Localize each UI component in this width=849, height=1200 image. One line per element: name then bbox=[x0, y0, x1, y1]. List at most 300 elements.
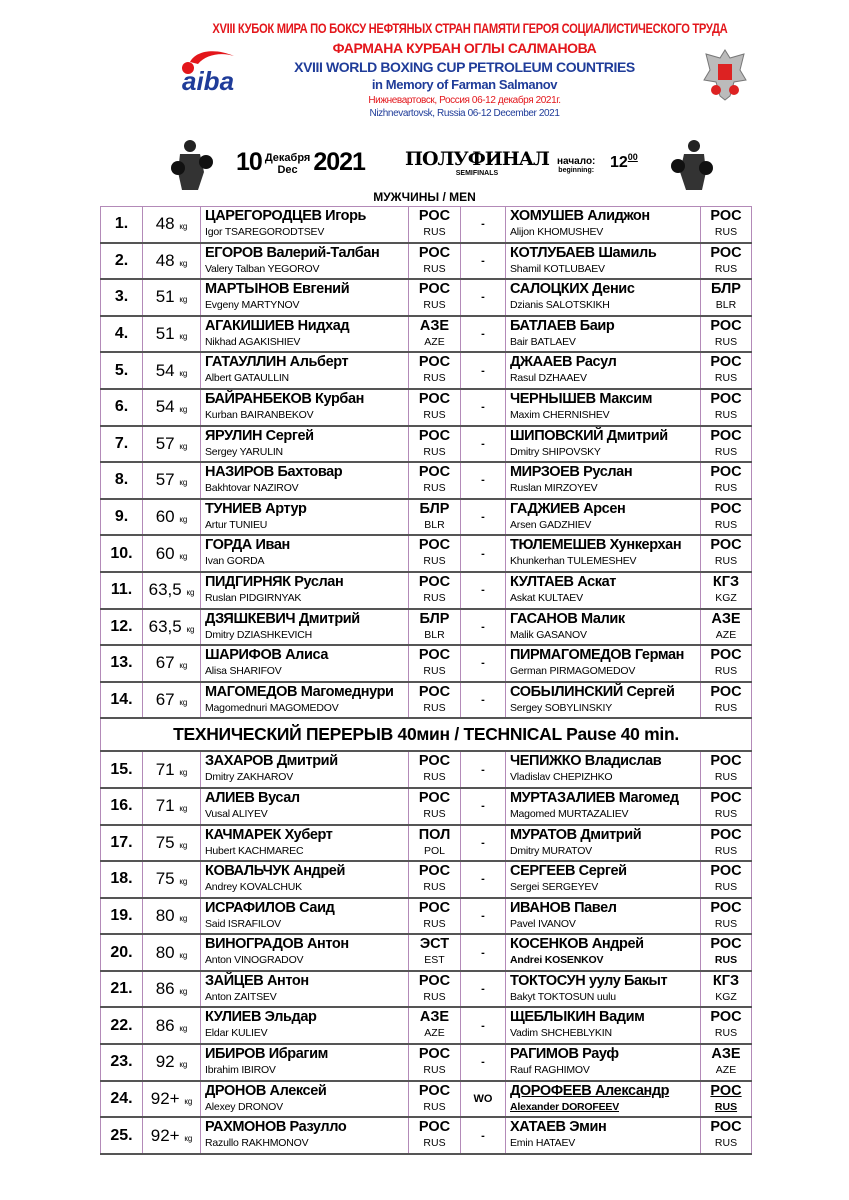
bout-result: - bbox=[461, 861, 506, 898]
red-country bbox=[409, 462, 461, 499]
red-country bbox=[409, 389, 461, 426]
bout-number: 9. bbox=[101, 499, 143, 536]
blue-name-ru: ТЮЛЕМЕШЕВ Хункерхан bbox=[510, 537, 682, 554]
red-country-ru: РОС bbox=[418, 1119, 451, 1136]
bout-result: - bbox=[461, 1007, 506, 1044]
bout-result: - bbox=[461, 971, 506, 1008]
blue-name-ru: ЩЕБЛЫКИН Вадим bbox=[510, 1009, 645, 1026]
red-name-ru: ЗАХАРОВ Дмитрий bbox=[205, 753, 338, 770]
blue-country-en: RUS bbox=[714, 555, 738, 568]
blue-corner-boxer bbox=[506, 1007, 701, 1044]
red-name-ru: ВИНОГРАДОВ Антон bbox=[205, 936, 349, 953]
red-country-en: BLR bbox=[424, 518, 445, 531]
red-name-en: Ivan GORDA bbox=[205, 555, 265, 568]
bout-number: 14. bbox=[101, 682, 143, 719]
bout-result: WO bbox=[461, 1081, 506, 1118]
blue-country-ru: АЗЕ bbox=[711, 610, 741, 627]
blue-name-en: Vadim SHCHEBLYKIN bbox=[510, 1027, 612, 1040]
weight-class bbox=[143, 934, 201, 971]
red-name-en: Dmitry ZAKHAROV bbox=[205, 771, 294, 784]
bout-result: - bbox=[461, 682, 506, 719]
weight-unit: кg bbox=[179, 295, 188, 305]
blue-name-en: Emin HATAEV bbox=[510, 1137, 576, 1150]
bout-row bbox=[101, 1081, 752, 1118]
red-name-en: Anton VINOGRADOV bbox=[205, 954, 304, 967]
red-country-ru: РОС bbox=[418, 647, 451, 664]
blue-country bbox=[701, 243, 752, 280]
bout-result: - bbox=[461, 535, 506, 572]
blue-corner-boxer bbox=[506, 352, 701, 389]
blue-country bbox=[701, 499, 752, 536]
red-country-ru: РОС bbox=[418, 683, 451, 700]
blue-name-ru: ДЖААЕВ Расул bbox=[510, 354, 617, 371]
blue-country bbox=[701, 682, 752, 719]
red-country-ru: РОС bbox=[418, 390, 451, 407]
weight-class bbox=[143, 535, 201, 572]
red-country-ru: РОС bbox=[418, 573, 451, 590]
blue-corner-boxer bbox=[506, 535, 701, 572]
red-country-en: AZE bbox=[424, 1027, 445, 1040]
technical-break-row bbox=[101, 718, 752, 751]
weight-unit: кg bbox=[179, 987, 188, 997]
red-country-en: BLR bbox=[424, 628, 445, 641]
red-country bbox=[409, 1007, 461, 1044]
weight-unit: кg bbox=[184, 1096, 193, 1106]
blue-country bbox=[701, 389, 752, 426]
weight-unit: кg bbox=[179, 332, 188, 342]
red-country bbox=[409, 971, 461, 1008]
blue-name-en: Sergei SERGEYEV bbox=[510, 881, 599, 894]
blue-name-en: Dmitry MURATOV bbox=[510, 844, 592, 857]
blue-country-ru: РОС bbox=[710, 427, 742, 444]
weight-value: 71 bbox=[155, 759, 175, 779]
red-corner-boxer bbox=[201, 1081, 409, 1118]
bout-number: 12. bbox=[101, 609, 143, 646]
blue-corner-boxer bbox=[506, 1044, 701, 1081]
weight-value: 75 bbox=[155, 832, 175, 852]
blue-country-ru: РОС bbox=[710, 317, 742, 334]
weight-value: 71 bbox=[155, 796, 175, 816]
bout-result: - bbox=[461, 1117, 506, 1154]
weight-unit: кg bbox=[179, 661, 188, 671]
bout-number: 22. bbox=[101, 1007, 143, 1044]
blue-country bbox=[701, 1044, 752, 1081]
red-country-en: RUS bbox=[423, 990, 446, 1003]
red-country-en: RUS bbox=[423, 262, 446, 275]
red-corner-boxer bbox=[201, 971, 409, 1008]
start-time bbox=[610, 152, 638, 172]
red-country bbox=[409, 1044, 461, 1081]
bout-number: 18. bbox=[101, 861, 143, 898]
red-name-ru: ДЗЯШКЕВИЧ Дмитрий bbox=[205, 610, 360, 627]
red-country-en: RUS bbox=[423, 1137, 446, 1150]
red-corner-boxer bbox=[201, 645, 409, 682]
bout-row bbox=[101, 1007, 752, 1044]
red-name-ru: АГАКИШИЕВ Нидхад bbox=[205, 317, 350, 334]
weight-class bbox=[143, 316, 201, 353]
blue-country bbox=[701, 971, 752, 1008]
red-country bbox=[409, 861, 461, 898]
red-corner-boxer bbox=[201, 1044, 409, 1081]
red-country-ru: РОС bbox=[418, 464, 451, 481]
blue-country-en: RUS bbox=[714, 954, 738, 967]
blue-name-en: Shamil KOTLUBAEV bbox=[510, 262, 605, 275]
date-month-ru: Декабря bbox=[264, 152, 311, 164]
time-minutes: 00 bbox=[627, 152, 638, 162]
red-name-ru: РАХМОНОВ Разулло bbox=[205, 1119, 347, 1136]
blue-name-en: Dmitry SHIPOVSKY bbox=[510, 445, 601, 458]
red-country-ru: РОС bbox=[418, 208, 451, 224]
weight-value: 86 bbox=[155, 979, 175, 999]
weight-class bbox=[143, 825, 201, 862]
aiba-logo bbox=[176, 48, 256, 94]
blue-corner-boxer bbox=[506, 572, 701, 609]
blue-country-ru: РОС bbox=[710, 208, 742, 224]
weight-class bbox=[143, 645, 201, 682]
blue-name-en: Rasul DZHAAEV bbox=[510, 372, 587, 385]
red-country bbox=[409, 243, 461, 280]
red-country-en: RUS bbox=[423, 771, 446, 784]
bout-number: 6. bbox=[101, 389, 143, 426]
red-name-en: Magomednuri MAGOMEDOV bbox=[205, 701, 339, 714]
red-country-en: RUS bbox=[423, 665, 446, 678]
blue-country bbox=[701, 934, 752, 971]
title-ru-line1: XVIII КУБОК МИРА ПО БОКСУ НЕФТЯНЫХ СТРАН ПАМЯТИ ГЕРОЯ СОЦИАЛИСТИЧЕСКОГО ТРУДА bbox=[211, 20, 728, 36]
blue-name-ru: ГАДЖИЕВ Арсен bbox=[510, 500, 626, 517]
bout-number: 11. bbox=[101, 572, 143, 609]
blue-corner-boxer bbox=[506, 389, 701, 426]
blue-country-ru: АЗЕ bbox=[711, 1046, 741, 1063]
blue-corner-boxer bbox=[506, 279, 701, 316]
red-name-en: Andrey KOVALCHUK bbox=[205, 881, 302, 894]
bout-result: - bbox=[461, 645, 506, 682]
weight-value: 80 bbox=[155, 905, 175, 925]
weight-unit: кg bbox=[179, 767, 188, 777]
red-name-en: Anton ZAITSEV bbox=[205, 990, 277, 1003]
bout-row bbox=[101, 971, 752, 1008]
red-corner-boxer bbox=[201, 389, 409, 426]
bout-row bbox=[101, 499, 752, 536]
blue-corner-boxer bbox=[506, 609, 701, 646]
blue-name-ru: ЧЕПИЖКО Владислав bbox=[510, 753, 662, 770]
red-corner-boxer bbox=[201, 609, 409, 646]
blue-country-en: RUS bbox=[714, 482, 738, 495]
weight-value: 57 bbox=[155, 433, 175, 453]
blue-corner-boxer bbox=[506, 645, 701, 682]
weight-class bbox=[143, 898, 201, 935]
weight-class bbox=[143, 462, 201, 499]
blue-name-ru: ХОМУШЕВ Алиджон bbox=[510, 208, 650, 224]
weight-unit: кg bbox=[179, 840, 188, 850]
red-country-ru: РОС bbox=[418, 354, 451, 371]
blue-country-en: RUS bbox=[714, 917, 738, 930]
red-name-en: Razullo RAKHMONOV bbox=[205, 1137, 309, 1150]
red-country-ru: РОС bbox=[418, 427, 451, 444]
weight-unit: кg bbox=[179, 1023, 188, 1033]
bout-result: - bbox=[461, 389, 506, 426]
blue-name-en: Malik GASANOV bbox=[510, 628, 587, 641]
bout-result: - bbox=[461, 426, 506, 463]
boxer-right-icon bbox=[668, 138, 716, 192]
weight-class bbox=[143, 1007, 201, 1044]
title-en-line2: in Memory of Farman Salmanov bbox=[371, 77, 558, 92]
red-name-en: Bakhtovar NAZIROV bbox=[205, 482, 299, 495]
blue-name-ru: ШИПОВСКИЙ Дмитрий bbox=[510, 427, 668, 444]
red-name-ru: АЛИЕВ Вусал bbox=[205, 789, 300, 806]
blue-corner-boxer bbox=[506, 898, 701, 935]
blue-country-ru: РОС bbox=[710, 936, 742, 953]
blue-country bbox=[701, 645, 752, 682]
blue-country bbox=[701, 352, 752, 389]
session-date bbox=[236, 148, 365, 176]
red-corner-boxer bbox=[201, 682, 409, 719]
weight-class bbox=[143, 861, 201, 898]
red-country-en: RUS bbox=[423, 299, 446, 312]
red-name-en: Ibrahim IBIROV bbox=[205, 1064, 276, 1077]
red-country-ru: РОС bbox=[418, 863, 451, 880]
blue-name-en: Maxim CHERNISHEV bbox=[510, 408, 610, 421]
blue-name-ru: ГАСАНОВ Малик bbox=[510, 610, 625, 627]
blue-country bbox=[701, 825, 752, 862]
blue-country-en: RUS bbox=[714, 226, 738, 238]
blue-country bbox=[701, 1007, 752, 1044]
red-name-ru: ДРОНОВ Алексей bbox=[205, 1082, 327, 1099]
red-country-ru: РОС bbox=[418, 1046, 451, 1063]
red-country bbox=[409, 682, 461, 719]
red-country-ru: БЛР bbox=[419, 500, 450, 517]
weight-unit: кg bbox=[179, 405, 188, 415]
red-country bbox=[409, 352, 461, 389]
red-country-en: POL bbox=[423, 844, 445, 857]
weight-value: 60 bbox=[155, 507, 175, 527]
blue-country bbox=[701, 861, 752, 898]
blue-name-ru: СЕРГЕЕВ Сергей bbox=[510, 863, 627, 880]
blue-corner-boxer bbox=[506, 243, 701, 280]
bout-row bbox=[101, 243, 752, 280]
bout-number: 25. bbox=[101, 1117, 143, 1154]
weight-value: 51 bbox=[155, 324, 175, 344]
bout-number: 19. bbox=[101, 898, 143, 935]
weight-unit: кg bbox=[186, 624, 195, 634]
blue-name-ru: РАГИМОВ Рауф bbox=[510, 1046, 619, 1063]
blue-country-ru: РОС bbox=[710, 500, 742, 517]
blue-country-en: RUS bbox=[714, 701, 738, 714]
red-corner-boxer bbox=[201, 788, 409, 825]
aiba-logo-text: aiba bbox=[182, 66, 235, 94]
red-name-ru: ЗАЙЦЕВ Антон bbox=[205, 972, 309, 989]
category-heading: МУЖЧИНЫ / MEN bbox=[373, 190, 476, 204]
blue-name-en: Ruslan MIRZOYEV bbox=[510, 482, 598, 495]
blue-country-ru: РОС bbox=[710, 826, 742, 843]
weight-unit: кg bbox=[179, 551, 188, 561]
red-country-ru: РОС bbox=[418, 899, 451, 916]
red-country-en: RUS bbox=[423, 408, 446, 421]
blue-country-en: RUS bbox=[714, 881, 738, 894]
blue-country-en: BLR bbox=[715, 299, 737, 312]
red-corner-boxer bbox=[201, 316, 409, 353]
weight-unit: кg bbox=[179, 258, 188, 268]
bout-result: - bbox=[461, 462, 506, 499]
start-label bbox=[557, 156, 595, 174]
bout-row bbox=[101, 426, 752, 463]
red-corner-boxer bbox=[201, 751, 409, 788]
blue-name-ru: САЛОЦКИХ Денис bbox=[510, 281, 635, 298]
title-ru-line2: ФАРМАНА КУРБАН ОГЛЫ САЛМАНОВА bbox=[332, 40, 597, 56]
red-country-en: RUS bbox=[423, 1064, 446, 1077]
red-corner-boxer bbox=[201, 898, 409, 935]
blue-country-en: RUS bbox=[714, 807, 738, 820]
red-name-en: Alisa SHARIFOV bbox=[205, 665, 282, 678]
bout-result: - bbox=[461, 825, 506, 862]
red-country-en: RUS bbox=[423, 917, 446, 930]
bout-row bbox=[101, 825, 752, 862]
blue-name-ru: ЧЕРНЫШЕВ Максим bbox=[510, 390, 653, 407]
red-country bbox=[409, 207, 461, 243]
weight-class bbox=[143, 207, 201, 243]
blue-corner-boxer bbox=[506, 1081, 701, 1118]
blue-country-ru: РОС bbox=[710, 1082, 742, 1099]
red-name-ru: КОВАЛЬЧУК Андрей bbox=[205, 863, 345, 880]
blue-name-ru: МУРАТОВ Дмитрий bbox=[510, 826, 642, 843]
blue-corner-boxer bbox=[506, 934, 701, 971]
bout-row bbox=[101, 645, 752, 682]
blue-country bbox=[701, 1117, 752, 1154]
boxer-left-icon bbox=[168, 138, 216, 192]
blue-country bbox=[701, 1081, 752, 1118]
blue-country-ru: РОС bbox=[710, 537, 742, 554]
blue-corner-boxer bbox=[506, 971, 701, 1008]
stage-title bbox=[405, 148, 549, 177]
blue-country-ru: РОС bbox=[710, 899, 742, 916]
red-name-en: Vusal ALIYEV bbox=[205, 807, 268, 820]
bout-number: 8. bbox=[101, 462, 143, 499]
red-corner-boxer bbox=[201, 352, 409, 389]
blue-country-ru: КГЗ bbox=[712, 573, 740, 590]
red-name-en: Eldar KULIEV bbox=[205, 1027, 268, 1040]
red-name-en: Hubert KACHMAREC bbox=[205, 844, 304, 857]
blue-name-en: Sergey SOBYLINSKIY bbox=[510, 701, 613, 714]
blue-country-en: RUS bbox=[714, 844, 738, 857]
weight-unit: кg bbox=[179, 478, 188, 488]
blue-corner-boxer bbox=[506, 861, 701, 898]
bout-result: - bbox=[461, 316, 506, 353]
weight-value: 57 bbox=[155, 470, 175, 490]
red-country-ru: ПОЛ bbox=[418, 826, 451, 843]
weight-class bbox=[143, 426, 201, 463]
blue-country-en: KGZ bbox=[715, 591, 737, 604]
red-country-ru: РОС bbox=[418, 1082, 451, 1099]
blue-corner-boxer bbox=[506, 1117, 701, 1154]
place-en: Nizhnevartovsk, Russia 06-12 December 2021 bbox=[369, 108, 560, 119]
blue-country-en: KGZ bbox=[715, 990, 737, 1003]
start-ru: начало: bbox=[557, 156, 596, 167]
red-country bbox=[409, 535, 461, 572]
blue-country-en: RUS bbox=[714, 372, 738, 385]
red-name-ru: ТУНИЕВ Артур bbox=[205, 500, 307, 517]
red-name-ru: МАРТЫНОВ Евгений bbox=[205, 281, 350, 298]
red-country-ru: РОС bbox=[418, 753, 451, 770]
blue-country-ru: РОС bbox=[710, 789, 742, 806]
weight-class bbox=[143, 1081, 201, 1118]
blue-corner-boxer bbox=[506, 316, 701, 353]
red-country-ru: РОС bbox=[418, 537, 451, 554]
red-country bbox=[409, 426, 461, 463]
bout-result: - bbox=[461, 788, 506, 825]
red-name-en: Valery Talban YEGOROV bbox=[205, 262, 320, 275]
red-name-ru: ИБИРОВ Ибрагим bbox=[205, 1046, 328, 1063]
weight-class bbox=[143, 499, 201, 536]
red-name-en: Sergey YARULIN bbox=[205, 445, 283, 458]
bout-row bbox=[101, 316, 752, 353]
blue-name-en: Pavel IVANOV bbox=[510, 917, 576, 930]
blue-country-en: AZE bbox=[715, 628, 737, 641]
red-name-en: Nikhad AGAKISHIEV bbox=[205, 335, 301, 348]
blue-name-en: Khunkerhan TULEMESHEV bbox=[510, 555, 637, 568]
red-name-ru: МАГОМЕДОВ Магомеднури bbox=[205, 683, 394, 700]
blue-corner-boxer bbox=[506, 499, 701, 536]
weight-unit: кg bbox=[179, 804, 188, 814]
weight-value: 92+ bbox=[150, 1125, 180, 1145]
bout-row bbox=[101, 898, 752, 935]
bout-number: 1. bbox=[101, 207, 143, 243]
blue-country-ru: РОС bbox=[710, 244, 742, 261]
red-corner-boxer bbox=[201, 1007, 409, 1044]
bout-result: - bbox=[461, 1044, 506, 1081]
title-ru-line1-row bbox=[45, 20, 849, 36]
red-country-en: RUS bbox=[423, 482, 446, 495]
red-country-en: RUS bbox=[423, 226, 446, 238]
red-corner-boxer bbox=[201, 825, 409, 862]
bout-number: 23. bbox=[101, 1044, 143, 1081]
blue-corner-boxer bbox=[506, 751, 701, 788]
weight-value: 63,5 bbox=[148, 580, 182, 600]
blue-name-en: Andrei KOSENKOV bbox=[510, 954, 604, 967]
blue-corner-boxer bbox=[506, 682, 701, 719]
bout-result: - bbox=[461, 207, 506, 243]
red-name-en: Dmitry DZIASHKEVICH bbox=[205, 628, 313, 641]
bout-number: 24. bbox=[101, 1081, 143, 1118]
bout-result: - bbox=[461, 609, 506, 646]
blue-name-ru: БАТЛАЕВ Баир bbox=[510, 317, 615, 334]
red-name-en: Alexey DRONOV bbox=[205, 1100, 283, 1113]
stage-en: SEMIFINALS bbox=[455, 170, 499, 177]
blue-name-en: Vladislav CHEPIZHKO bbox=[510, 771, 613, 784]
red-country-ru: АЗЕ bbox=[419, 317, 450, 334]
blue-country bbox=[701, 535, 752, 572]
blue-country bbox=[701, 207, 752, 243]
red-country bbox=[409, 609, 461, 646]
bout-row bbox=[101, 279, 752, 316]
blue-name-ru: ХАТАЕВ Эмин bbox=[510, 1119, 607, 1136]
start-en: beginning: bbox=[558, 167, 595, 174]
blue-name-ru: КОСЕНКОВ Андрей bbox=[510, 936, 644, 953]
weight-class bbox=[143, 751, 201, 788]
bout-row bbox=[101, 934, 752, 971]
red-name-ru: ИСРАФИЛОВ Саид bbox=[205, 899, 335, 916]
weight-class bbox=[143, 609, 201, 646]
bout-number: 20. bbox=[101, 934, 143, 971]
blue-name-en: Magomed MURTAZALIEV bbox=[510, 807, 629, 820]
blue-country bbox=[701, 426, 752, 463]
red-name-en: Artur TUNIEU bbox=[205, 518, 268, 531]
blue-country-en: RUS bbox=[714, 408, 738, 421]
time-hours: 12 bbox=[610, 154, 628, 171]
blue-name-ru: МУРТАЗАЛИЕВ Магомед bbox=[510, 789, 679, 806]
blue-country-ru: РОС bbox=[710, 863, 742, 880]
weight-class bbox=[143, 1117, 201, 1154]
blue-country bbox=[701, 788, 752, 825]
red-country bbox=[409, 825, 461, 862]
